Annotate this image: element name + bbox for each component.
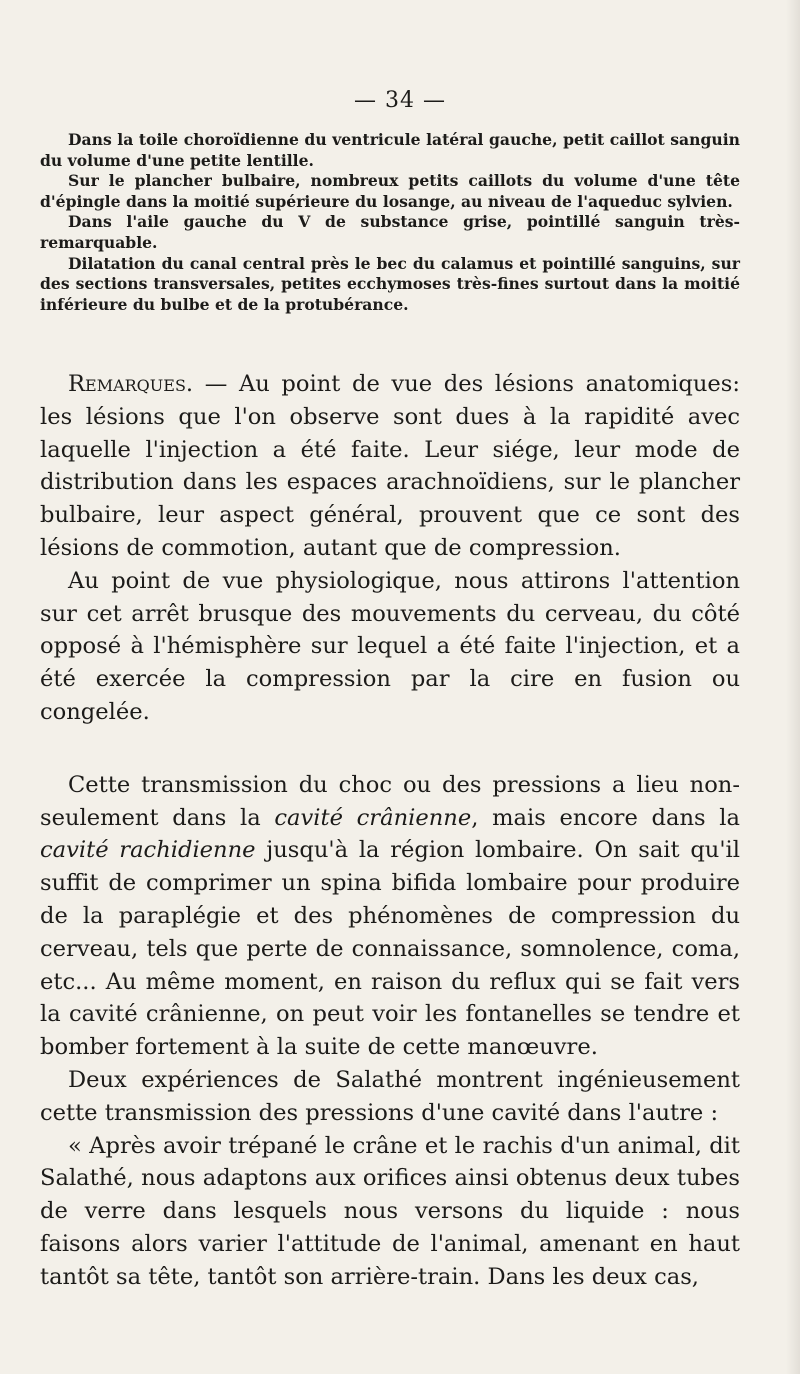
transmission-mid: , mais encore dans la [471,804,740,831]
observation-block [40,130,740,315]
observation-paragraph-1: Dans la toile choroïdienne du ventricule latéral gauche, petit caillot sanguin du volume d'une petite lentille. [40,130,740,170]
cavite-rachidienne-term: cavité rachidienne [40,837,256,864]
section-gap [40,729,740,769]
remarques-paragraph [40,368,740,565]
transmission-paragraph [40,769,740,1064]
transmission-end: jusqu'à la région lombaire. On sait qu'il suffit de comprimer un spina bifida lombaire pour produire de la paraplégie et des phénomènes de compression du cerveau, tels que perte de connaissance, somnolence, coma, etc... Au même moment, en raison du reflux qui se fait vers la cavité crânienne, on peut voir les fontanelles se tendre et bomber fortement à la suite de cette manœuvre. [40,837,740,1061]
observation-paragraph-4: Dilatation du canal central près le bec du calamus et pointillé sanguins, sur des sections transversales, petites ecchymoses très-fines surtout dans la moitié inférieure du bulbe et de la protubérance. [40,253,740,314]
remarques-text: — Au point de vue des lésions anatomiques: les lésions que l'on observe sont dues à la rapidité avec laquelle l'injection a été faite. Leur siége, leur mode de distribution dans les espaces arachnoïdiens, sur le plancher bulbaire, leur aspect général, prouvent que ce sont des lésions de commotion, autant que de compression. [40,371,740,561]
quote-paragraph: « Après avoir trépané le crâne et le rachis d'un animal, dit Salathé, nous adaptons aux orifices ainsi obtenus deux tubes de verre dans lesquels nous versons du liquide : nous faisons alors varier l'attitude de l'animal, amenant en haut tantôt sa tête, tantôt son arrière-train. Dans les deux cas, [40,1132,740,1290]
cavite-cranienne-term: cavité crânienne [274,804,472,831]
observation-paragraph-2: Sur le plancher bulbaire, nombreux petits caillots du volume d'une tête d'épingle dans la moitié supérieure du losange, au niveau de l'aqueduc sylvien. [40,171,740,211]
transmission-start: Cette transmission du choc ou des pressions a lieu non-seulement dans la [40,771,740,831]
page-number: — 34 — [354,88,446,113]
page-edge-shadow [786,0,800,1374]
observation-paragraph-3: Dans l'aile gauche du V de substance grise, pointillé sanguin très-remarquable. [40,212,740,252]
physiology-paragraph: Au point de vue physiologique, nous attirons l'attention sur cet arrêt brusque des mouvements du cerveau, du côté opposé à l'hémisphère sur lequel a été faite l'injection, et a été exercée la compression par la cire en fusion ou congelée. [40,567,740,725]
salathe-paragraph: Deux expériences de Salathé montrent ingénieusement cette transmission des pressions d'une cavité dans l'autre : [40,1066,740,1126]
remarques-heading: Remarques. [68,371,194,397]
main-text-block [40,368,740,1294]
